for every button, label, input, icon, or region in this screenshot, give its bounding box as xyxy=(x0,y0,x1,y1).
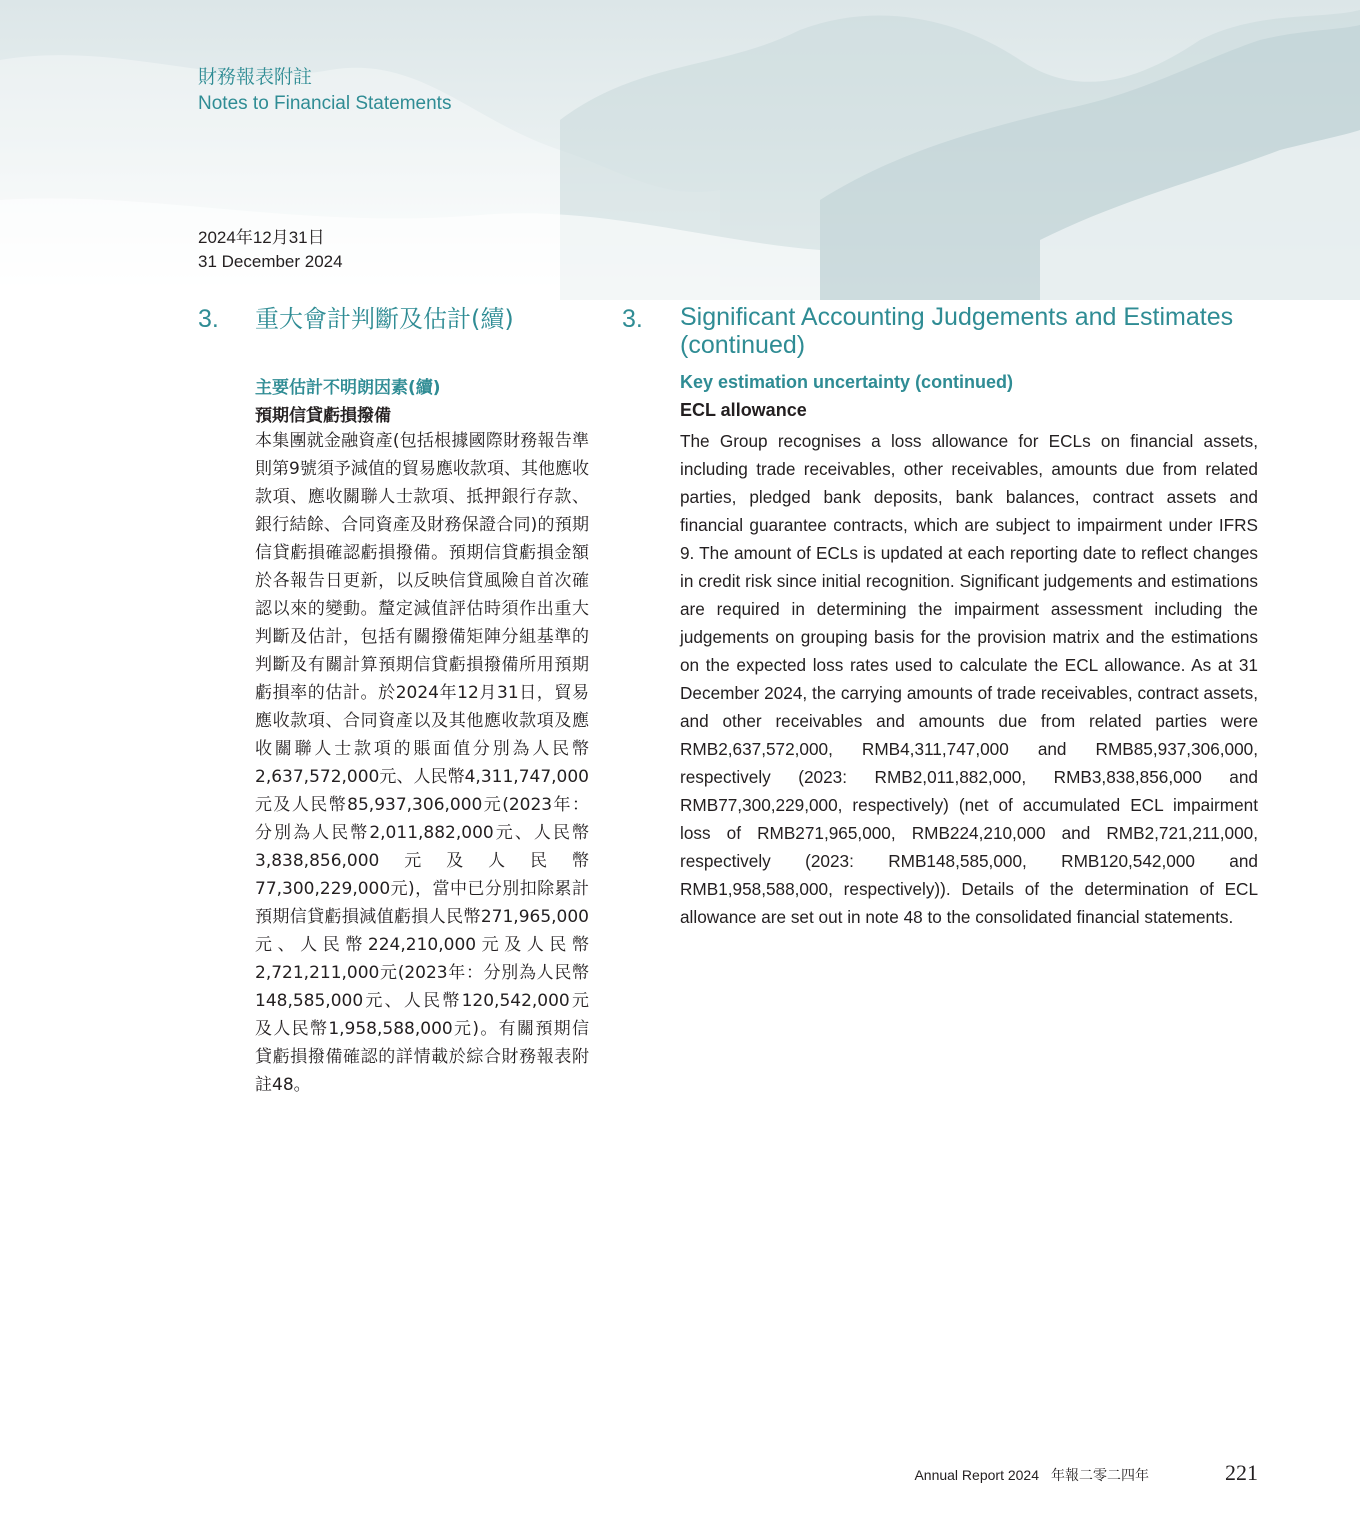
header-title-en: Notes to Financial Statements xyxy=(198,93,452,114)
page-footer xyxy=(914,1460,1258,1486)
section-title-en-line1: Significant Accounting Judgements and Estimates xyxy=(680,303,1234,331)
section-number-zh: 3. xyxy=(198,305,219,333)
section-title-en-line2: (continued) xyxy=(680,331,806,359)
page-number: 221 xyxy=(1225,1460,1258,1485)
footer-report-en: Annual Report 2024 xyxy=(914,1467,1039,1483)
subheading-zh: 主要估計不明朗因素(續) xyxy=(255,378,441,398)
subheading-en: Key estimation uncertainty (continued) xyxy=(680,372,1014,392)
body-paragraph-en: The Group recognises a loss allowance for ECLs on financial assets, including trade receivables, other receivables, amounts due from related parties, pledged bank deposits, bank balances, contract assets and financial guarantee contracts, which are subject to impairment under IFRS 9. The amount of ECLs is updated at each reporting date to reflect changes in credit risk since initial recognition. Significant judgements and estimations are required in determining the impairment assessment including the judgements on grouping basis for the provision matrix and the estimations on the expected loss rates used to calculate the ECL allowance. As at 31 December 2024, the carrying amounts of trade receivables, contract assets, and other receivables and amounts due from related parties were RMB2,637,572,000, RMB4,311,747,000 and RMB85,937,306,000, respectively (2023: RMB2,011,882,000, RMB3,838,856,000 and RMB77,300,229,000, respectively) (net of accumulated ECL impairment loss of RMB271,965,000, RMB224,210,000 and RMB2,721,211,000, respectively (2023: RMB148,585,000, RMB120,542,000 and RMB1,958,588,000, respectively)). Details of the determination of ECL allowance are set out in note 48 to the consolidated financial statements. xyxy=(680,431,1258,927)
body-paragraph-zh: 本集團就金融資產(包括根據國際財務報告準則第9號須予減值的貿易應收款項、其他應收款項、應收關聯人士款項、抵押銀行存款、銀行結餘、合同資產及財務保證合同)的預期信貸虧損確認虧損撥備。預期信貸虧損金額於各報告日更新，以反映信貸風險自首次確認以來的變動。釐定減值評估時須作出重大判斷及估計，包括有關撥備矩陣分組基準的判斷及有關計算預期信貸虧損撥備所用預期虧損率的估計。於2024年12月31日，貿易應收款項、合同資產以及其他應收款項及應收關聯人士款項的賬面值分別為人民幣2,637,572,000元、人民幣4,311,747,000元及人民幣85,937,306,000元(2023年：分別為人民幣2,011,882,000元、人民幣3,838,856,000元及人民幣77,300,229,000元)，當中已分別扣除累計預期信貸虧損減值虧損人民幣271,965,000元、人民幣224,210,000元及人民幣2,721,211,000元(2023年：分別為人民幣148,585,000元、人民幣120,542,000元及人民幣1,958,588,000元)。有關預期信貸虧損撥備確認的詳情載於綜合財務報表附註48。 xyxy=(255,431,589,1095)
date-zh: 2024年12月31日 xyxy=(198,228,325,247)
section-number-en: 3. xyxy=(622,305,643,333)
statement-date xyxy=(198,226,343,274)
section-title-en xyxy=(680,303,1233,359)
sub-subheading-en: ECL allowance xyxy=(680,400,807,420)
sub-subheading-zh: 預期信貸虧損撥備 xyxy=(255,406,391,426)
date-en: 31 December 2024 xyxy=(198,252,343,271)
footer-report-zh: 年報二零二四年 xyxy=(1051,1467,1149,1483)
running-header xyxy=(198,66,451,118)
header-title-zh: 財務報表附註 xyxy=(198,67,313,88)
section-title-zh: 重大會計判斷及估計(續) xyxy=(255,305,514,333)
